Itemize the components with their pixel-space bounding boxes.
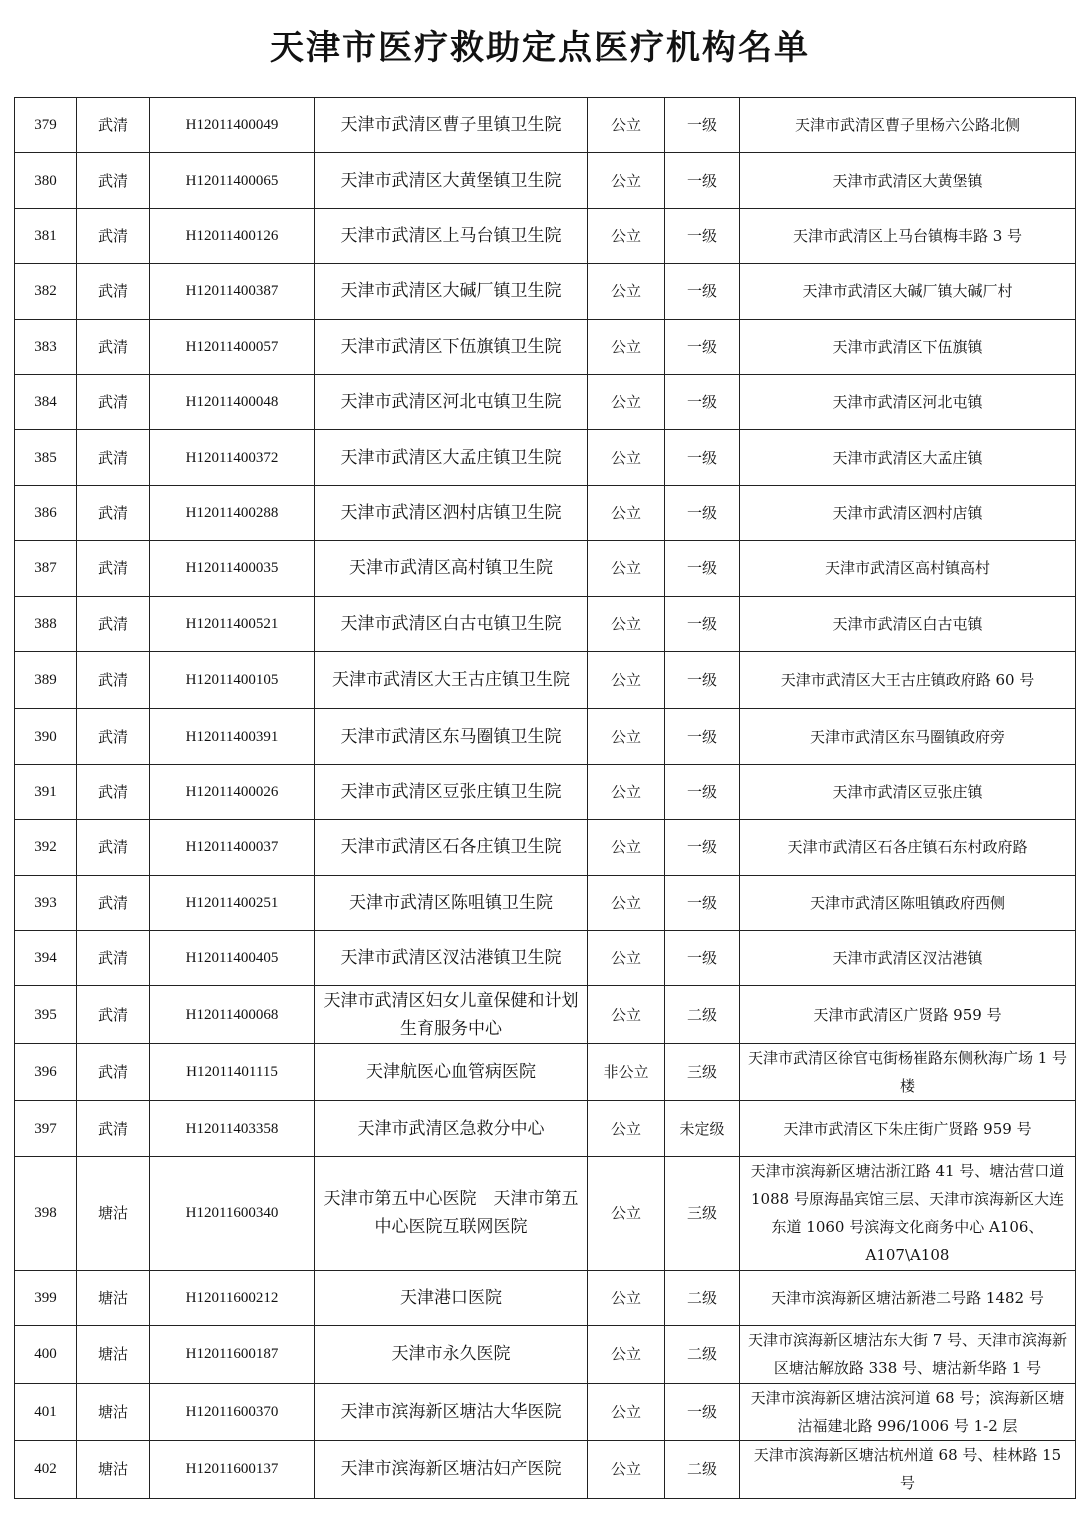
institution-name: 天津市武清区陈咀镇卫生院 (315, 875, 588, 930)
table-body (15, 98, 1076, 1499)
institution-code: H12011400037 (150, 820, 315, 875)
institution-code: H12011600187 (150, 1326, 315, 1384)
row-number: 400 (15, 1326, 77, 1384)
district-cell: 塘沽 (77, 1270, 150, 1325)
institution-name: 天津市武清区大王古庄镇卫生院 (315, 651, 588, 709)
hospital-level: 一级 (665, 430, 740, 485)
row-number: 402 (15, 1441, 77, 1499)
ownership-type: 公立 (588, 820, 665, 875)
row-number: 395 (15, 986, 77, 1044)
ownership-type: 公立 (588, 1101, 665, 1156)
institution-name: 天津市武清区大黄堡镇卫生院 (315, 153, 588, 208)
district-cell: 武清 (77, 709, 150, 764)
ownership-type: 公立 (588, 264, 665, 319)
district-cell: 武清 (77, 430, 150, 485)
table-row (15, 1441, 1076, 1499)
institution-name: 天津市武清区曹子里镇卫生院 (315, 98, 588, 153)
ownership-type: 公立 (588, 709, 665, 764)
address-cell: 天津市滨海新区塘沽新港二号路 1482 号 (740, 1270, 1076, 1325)
institution-code: H12011401115 (150, 1043, 315, 1101)
hospital-level: 一级 (665, 875, 740, 930)
table-row (15, 153, 1076, 208)
district-cell: 塘沽 (77, 1441, 150, 1499)
hospital-level: 一级 (665, 764, 740, 819)
table-row (15, 1043, 1076, 1101)
table-row (15, 1101, 1076, 1156)
ownership-type: 公立 (588, 596, 665, 651)
table-row (15, 541, 1076, 596)
institution-name: 天津市武清区河北屯镇卫生院 (315, 374, 588, 429)
institution-code: H12011400048 (150, 374, 315, 429)
institution-code: H12011403358 (150, 1101, 315, 1156)
row-number: 388 (15, 596, 77, 651)
table-row (15, 1156, 1076, 1270)
district-cell: 武清 (77, 930, 150, 985)
hospital-level: 一级 (665, 1383, 740, 1441)
institution-name: 天津市武清区东马圈镇卫生院 (315, 709, 588, 764)
hospital-level: 未定级 (665, 1101, 740, 1156)
ownership-type: 公立 (588, 986, 665, 1044)
address-cell: 天津市武清区曹子里杨六公路北侧 (740, 98, 1076, 153)
table-row (15, 875, 1076, 930)
row-number: 399 (15, 1270, 77, 1325)
table-row (15, 1383, 1076, 1441)
institution-name: 天津航医心血管病医院 (315, 1043, 588, 1101)
institution-name: 天津市武清区泗村店镇卫生院 (315, 485, 588, 540)
district-cell: 武清 (77, 264, 150, 319)
ownership-type: 公立 (588, 1326, 665, 1384)
institution-name: 天津市武清区白古屯镇卫生院 (315, 596, 588, 651)
hospital-level: 二级 (665, 1326, 740, 1384)
hospital-level: 二级 (665, 986, 740, 1044)
address-cell: 天津市武清区泗村店镇 (740, 485, 1076, 540)
institution-name: 天津市滨海新区塘沽妇产医院 (315, 1441, 588, 1499)
district-cell: 武清 (77, 208, 150, 263)
address-cell: 天津市武清区陈咀镇政府西侧 (740, 875, 1076, 930)
address-cell: 天津市武清区豆张庄镇 (740, 764, 1076, 819)
ownership-type: 公立 (588, 1441, 665, 1499)
district-cell: 武清 (77, 1043, 150, 1101)
institution-code: H12011400288 (150, 485, 315, 540)
hospital-level: 一级 (665, 485, 740, 540)
ownership-type: 公立 (588, 541, 665, 596)
ownership-type: 公立 (588, 430, 665, 485)
institution-code: H12011400251 (150, 875, 315, 930)
table-row (15, 986, 1076, 1044)
address-cell: 天津市武清区徐官屯街杨崔路东侧秋海广场 1 号楼 (740, 1043, 1076, 1101)
institution-code: H12011400065 (150, 153, 315, 208)
institution-name: 天津市武清区汊沽港镇卫生院 (315, 930, 588, 985)
row-number: 391 (15, 764, 77, 819)
district-cell: 武清 (77, 651, 150, 709)
address-cell: 天津市滨海新区塘沽滨河道 68 号；滨海新区塘沽福建北路 996/1006 号 1-2 层 (740, 1383, 1076, 1441)
ownership-type: 公立 (588, 208, 665, 263)
institution-code: H12011400372 (150, 430, 315, 485)
institution-code: H12011400405 (150, 930, 315, 985)
hospital-level: 一级 (665, 820, 740, 875)
hospital-level: 二级 (665, 1270, 740, 1325)
institution-name: 天津市第五中心医院 天津市第五中心医院互联网医院 (315, 1156, 588, 1270)
ownership-type: 公立 (588, 1383, 665, 1441)
row-number: 394 (15, 930, 77, 985)
row-number: 392 (15, 820, 77, 875)
address-cell: 天津市武清区白古屯镇 (740, 596, 1076, 651)
district-cell: 武清 (77, 374, 150, 429)
table-row (15, 1326, 1076, 1384)
address-cell: 天津市滨海新区塘沽杭州道 68 号、桂林路 15 号 (740, 1441, 1076, 1499)
row-number: 386 (15, 485, 77, 540)
institution-name: 天津市武清区急救分中心 (315, 1101, 588, 1156)
table-row (15, 820, 1076, 875)
hospital-level: 一级 (665, 930, 740, 985)
district-cell: 塘沽 (77, 1383, 150, 1441)
row-number: 398 (15, 1156, 77, 1270)
institution-table (14, 97, 1076, 1499)
table-row (15, 764, 1076, 819)
table-row (15, 319, 1076, 374)
district-cell: 武清 (77, 820, 150, 875)
institution-name: 天津市滨海新区塘沽大华医院 (315, 1383, 588, 1441)
hospital-level: 一级 (665, 541, 740, 596)
row-number: 390 (15, 709, 77, 764)
institution-name: 天津市永久医院 (315, 1326, 588, 1384)
row-number: 389 (15, 651, 77, 709)
district-cell: 武清 (77, 596, 150, 651)
district-cell: 武清 (77, 541, 150, 596)
row-number: 383 (15, 319, 77, 374)
institution-code: H12011600137 (150, 1441, 315, 1499)
institution-code: H12011400387 (150, 264, 315, 319)
institution-code: H12011600370 (150, 1383, 315, 1441)
address-cell: 天津市武清区河北屯镇 (740, 374, 1076, 429)
ownership-type: 公立 (588, 1156, 665, 1270)
district-cell: 塘沽 (77, 1326, 150, 1384)
table-row (15, 596, 1076, 651)
institution-code: H12011400026 (150, 764, 315, 819)
hospital-level: 一级 (665, 153, 740, 208)
table-row (15, 430, 1076, 485)
table-row (15, 485, 1076, 540)
ownership-type: 公立 (588, 875, 665, 930)
address-cell: 天津市滨海新区塘沽浙江路 41 号、塘沽营口道 1088 号原海晶宾馆三层、天津市滨海新区大连东道 1060 号滨海文化商务中心 A106、A107\A108 (740, 1156, 1076, 1270)
hospital-level: 三级 (665, 1156, 740, 1270)
district-cell: 塘沽 (77, 1156, 150, 1270)
row-number: 385 (15, 430, 77, 485)
institution-code: H12011600212 (150, 1270, 315, 1325)
hospital-level: 二级 (665, 1441, 740, 1499)
institution-code: H12011400521 (150, 596, 315, 651)
institution-name: 天津市武清区高村镇卫生院 (315, 541, 588, 596)
ownership-type: 公立 (588, 319, 665, 374)
hospital-level: 一级 (665, 709, 740, 764)
district-cell: 武清 (77, 1101, 150, 1156)
row-number: 379 (15, 98, 77, 153)
address-cell: 天津市武清区高村镇高村 (740, 541, 1076, 596)
institution-name: 天津市武清区石各庄镇卫生院 (315, 820, 588, 875)
ownership-type: 公立 (588, 153, 665, 208)
hospital-level: 一级 (665, 374, 740, 429)
institution-code: H12011400391 (150, 709, 315, 764)
district-cell: 武清 (77, 485, 150, 540)
table-row (15, 651, 1076, 709)
address-cell: 天津市武清区上马台镇梅丰路 3 号 (740, 208, 1076, 263)
address-cell: 天津市武清区下朱庄街广贤路 959 号 (740, 1101, 1076, 1156)
ownership-type: 非公立 (588, 1043, 665, 1101)
ownership-type: 公立 (588, 485, 665, 540)
row-number: 396 (15, 1043, 77, 1101)
hospital-level: 三级 (665, 1043, 740, 1101)
institution-code: H12011400126 (150, 208, 315, 263)
ownership-type: 公立 (588, 651, 665, 709)
institution-name: 天津港口医院 (315, 1270, 588, 1325)
row-number: 381 (15, 208, 77, 263)
row-number: 387 (15, 541, 77, 596)
address-cell: 天津市武清区大黄堡镇 (740, 153, 1076, 208)
institution-name: 天津市武清区妇女儿童保健和计划生育服务中心 (315, 986, 588, 1044)
address-cell: 天津市滨海新区塘沽东大街 7 号、天津市滨海新区塘沽解放路 338 号、塘沽新华路 1 号 (740, 1326, 1076, 1384)
row-number: 401 (15, 1383, 77, 1441)
row-number: 382 (15, 264, 77, 319)
table-row (15, 98, 1076, 153)
institution-name: 天津市武清区大碱厂镇卫生院 (315, 264, 588, 319)
district-cell: 武清 (77, 98, 150, 153)
hospital-level: 一级 (665, 264, 740, 319)
address-cell: 天津市武清区大王古庄镇政府路 60 号 (740, 651, 1076, 709)
table-row (15, 374, 1076, 429)
hospital-level: 一级 (665, 596, 740, 651)
institution-name: 天津市武清区上马台镇卫生院 (315, 208, 588, 263)
ownership-type: 公立 (588, 930, 665, 985)
district-cell: 武清 (77, 986, 150, 1044)
row-number: 397 (15, 1101, 77, 1156)
row-number: 393 (15, 875, 77, 930)
address-cell: 天津市武清区汊沽港镇 (740, 930, 1076, 985)
institution-code: H12011600340 (150, 1156, 315, 1270)
institution-name: 天津市武清区豆张庄镇卫生院 (315, 764, 588, 819)
address-cell: 天津市武清区大孟庄镇 (740, 430, 1076, 485)
table-row (15, 1270, 1076, 1325)
institution-name: 天津市武清区下伍旗镇卫生院 (315, 319, 588, 374)
hospital-level: 一级 (665, 651, 740, 709)
row-number: 380 (15, 153, 77, 208)
institution-code: H12011400057 (150, 319, 315, 374)
ownership-type: 公立 (588, 764, 665, 819)
address-cell: 天津市武清区大碱厂镇大碱厂村 (740, 264, 1076, 319)
district-cell: 武清 (77, 319, 150, 374)
table-row (15, 208, 1076, 263)
institution-code: H12011400035 (150, 541, 315, 596)
address-cell: 天津市武清区石各庄镇石东村政府路 (740, 820, 1076, 875)
district-cell: 武清 (77, 764, 150, 819)
ownership-type: 公立 (588, 1270, 665, 1325)
address-cell: 天津市武清区东马圈镇政府旁 (740, 709, 1076, 764)
institution-name: 天津市武清区大孟庄镇卫生院 (315, 430, 588, 485)
institution-code: H12011400049 (150, 98, 315, 153)
table-row (15, 709, 1076, 764)
address-cell: 天津市武清区下伍旗镇 (740, 319, 1076, 374)
table-row (15, 264, 1076, 319)
page-title: 天津市医疗救助定点医疗机构名单 (270, 28, 810, 68)
district-cell: 武清 (77, 153, 150, 208)
hospital-level: 一级 (665, 208, 740, 263)
table-row (15, 930, 1076, 985)
ownership-type: 公立 (588, 98, 665, 153)
ownership-type: 公立 (588, 374, 665, 429)
district-cell: 武清 (77, 875, 150, 930)
institution-code: H12011400068 (150, 986, 315, 1044)
hospital-level: 一级 (665, 319, 740, 374)
row-number: 384 (15, 374, 77, 429)
address-cell: 天津市武清区广贤路 959 号 (740, 986, 1076, 1044)
hospital-level: 一级 (665, 98, 740, 153)
institution-code: H12011400105 (150, 651, 315, 709)
